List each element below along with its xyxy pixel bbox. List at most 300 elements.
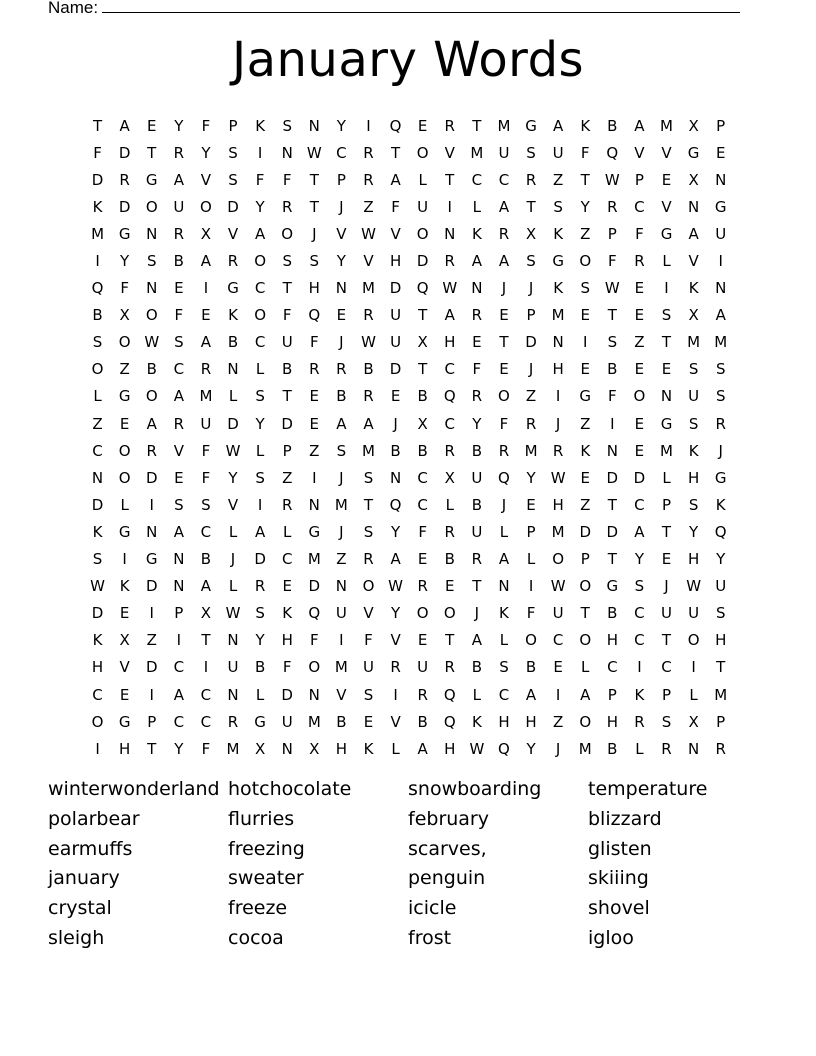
grid-letter: R bbox=[471, 387, 483, 406]
grid-letter: V bbox=[336, 224, 347, 243]
grid-letter: A bbox=[173, 685, 184, 704]
grid-letter: Z bbox=[634, 333, 645, 352]
grid-letter: C bbox=[498, 170, 510, 189]
grid-letter: A bbox=[688, 224, 699, 243]
grid-letter: E bbox=[417, 631, 428, 650]
grid-letter: I bbox=[203, 658, 209, 677]
grid-letter: Y bbox=[689, 522, 699, 541]
page-title: January Words bbox=[231, 32, 585, 88]
grid-letter: O bbox=[579, 712, 592, 731]
grid-letter: C bbox=[634, 495, 645, 514]
grid-letter: T bbox=[472, 116, 482, 135]
grid-letter: O bbox=[416, 143, 429, 162]
grid-letter: L bbox=[526, 550, 536, 569]
grid-letter: O bbox=[118, 333, 131, 352]
grid-letter: A bbox=[634, 522, 645, 541]
grid-letter: A bbox=[173, 522, 184, 541]
grid-letter: C bbox=[92, 685, 103, 704]
grid-letter: M bbox=[524, 441, 538, 460]
grid-letter: E bbox=[634, 414, 645, 433]
grid-letter: O bbox=[145, 197, 158, 216]
grid-letter: X bbox=[417, 333, 428, 352]
grid-letter: E bbox=[634, 306, 645, 325]
grid-letter: X bbox=[688, 170, 699, 189]
grid-letter: W bbox=[550, 577, 566, 596]
grid-letter: E bbox=[580, 306, 590, 325]
grid-letter: N bbox=[173, 577, 185, 596]
grid-letter: D bbox=[91, 170, 104, 189]
grid-letter: R bbox=[363, 550, 374, 569]
grid-letter: L bbox=[499, 522, 509, 541]
grid-letter: G bbox=[579, 387, 592, 406]
grid-letter: E bbox=[174, 279, 184, 298]
grid-letter: T bbox=[309, 197, 319, 216]
grid-letter: F bbox=[282, 170, 292, 189]
grid-letter: L bbox=[255, 360, 265, 379]
grid-letter: V bbox=[688, 252, 699, 271]
grid-letter: C bbox=[254, 333, 266, 352]
grid-letter: Q bbox=[443, 685, 456, 704]
grid-letter: C bbox=[634, 197, 645, 216]
grid-letter: M bbox=[660, 116, 673, 135]
grid-letter: F bbox=[174, 306, 184, 325]
grid-letter: K bbox=[471, 224, 482, 243]
grid-letter: C bbox=[254, 279, 266, 298]
grid-letter: X bbox=[254, 739, 266, 758]
grid-letter: G bbox=[118, 387, 131, 406]
grid-letter: E bbox=[634, 360, 645, 379]
grid-letter: B bbox=[390, 441, 401, 460]
grid-letter: O bbox=[687, 631, 700, 650]
grid-letter: Y bbox=[716, 550, 726, 569]
grid-letter: M bbox=[307, 712, 321, 731]
grid-letter: F bbox=[255, 170, 265, 189]
grid-letter: E bbox=[417, 116, 428, 135]
grid-letter: Y bbox=[526, 468, 536, 487]
grid-letter: W bbox=[686, 577, 702, 596]
grid-letter: E bbox=[472, 333, 482, 352]
grid-letter: O bbox=[579, 631, 592, 650]
grid-letter: I bbox=[691, 658, 696, 677]
word-list-item: shovel bbox=[588, 897, 650, 920]
grid-letter: O bbox=[579, 577, 592, 596]
grid-letter: C bbox=[200, 685, 212, 704]
grid-letter: P bbox=[174, 604, 184, 623]
grid-letter: O bbox=[200, 197, 212, 216]
grid-letter: E bbox=[715, 143, 726, 162]
grid-letter: N bbox=[552, 333, 564, 352]
grid-letter: L bbox=[93, 387, 102, 406]
grid-letter: V bbox=[227, 495, 239, 514]
grid-letter: D bbox=[91, 604, 104, 623]
name-underline bbox=[102, 0, 740, 13]
grid-letter: G bbox=[552, 252, 564, 271]
grid-letter: O bbox=[498, 387, 510, 406]
grid-letter: B bbox=[363, 360, 374, 379]
grid-letter: K bbox=[580, 441, 591, 460]
grid-letter: M bbox=[334, 495, 348, 514]
grid-letter: C bbox=[173, 712, 185, 731]
grid-letter: K bbox=[634, 685, 645, 704]
grid-letter: U bbox=[390, 333, 402, 352]
grid-letter: S bbox=[607, 333, 618, 352]
grid-letter: Z bbox=[580, 495, 591, 514]
grid-letter: R bbox=[119, 170, 130, 189]
grid-letter: S bbox=[363, 522, 374, 541]
grid-letter: A bbox=[553, 116, 564, 135]
grid-letter: R bbox=[498, 441, 510, 460]
grid-letter: F bbox=[635, 224, 644, 243]
grid-letter: Q bbox=[91, 279, 104, 298]
grid-letter: H bbox=[715, 631, 727, 650]
grid-letter: W bbox=[144, 333, 160, 352]
grid-letter: G bbox=[687, 143, 700, 162]
grid-letter: T bbox=[661, 522, 672, 541]
grid-letter: Q bbox=[498, 739, 510, 758]
grid-letter: L bbox=[445, 495, 454, 514]
grid-letter: F bbox=[201, 739, 211, 758]
grid-letter: J bbox=[528, 279, 534, 298]
grid-letter: V bbox=[390, 712, 401, 731]
grid-letter: R bbox=[173, 224, 185, 243]
grid-letter: M bbox=[714, 333, 728, 352]
grid-letter: U bbox=[661, 604, 672, 623]
grid-letter: N bbox=[308, 685, 320, 704]
grid-letter: M bbox=[226, 739, 240, 758]
grid-letter: K bbox=[363, 739, 374, 758]
grid-letter: S bbox=[580, 279, 590, 298]
grid-letter: N bbox=[715, 279, 727, 298]
grid-letter: U bbox=[417, 658, 429, 677]
grid-letter: Z bbox=[553, 170, 564, 189]
grid-letter: I bbox=[95, 739, 100, 758]
grid-letter: Z bbox=[525, 387, 537, 406]
grid-letter: M bbox=[714, 685, 728, 704]
grid-letter: T bbox=[661, 631, 672, 650]
grid-letter: K bbox=[92, 197, 103, 216]
grid-letter: I bbox=[203, 279, 209, 298]
grid-letter: C bbox=[634, 604, 645, 623]
word-list-item: scarves, bbox=[408, 837, 487, 860]
grid-letter: E bbox=[499, 360, 509, 379]
grid-letter: O bbox=[145, 306, 158, 325]
grid-letter: S bbox=[92, 333, 103, 352]
grid-letter: C bbox=[173, 360, 185, 379]
grid-letter: D bbox=[281, 685, 293, 704]
grid-letter: Y bbox=[336, 116, 346, 135]
grid-letter: Y bbox=[255, 631, 265, 650]
grid-letter: S bbox=[715, 604, 726, 623]
grid-letter: G bbox=[308, 522, 321, 541]
grid-letter: X bbox=[688, 306, 699, 325]
grid-letter: I bbox=[664, 279, 669, 298]
grid-letter: A bbox=[173, 170, 184, 189]
grid-letter: T bbox=[418, 360, 428, 379]
grid-letter: R bbox=[661, 739, 672, 758]
grid-letter: B bbox=[417, 712, 428, 731]
grid-letter: I bbox=[528, 577, 534, 596]
grid-letter: M bbox=[91, 224, 105, 243]
grid-letter: F bbox=[418, 522, 427, 541]
word-list-item: igloo bbox=[588, 926, 634, 949]
grid-letter: E bbox=[119, 685, 130, 704]
grid-letter: B bbox=[607, 739, 618, 758]
grid-letter: L bbox=[228, 387, 238, 406]
grid-letter: R bbox=[254, 577, 266, 596]
word-list-item: icicle bbox=[408, 897, 457, 920]
grid-letter: I bbox=[366, 116, 371, 135]
grid-letter: E bbox=[661, 170, 672, 189]
grid-letter: M bbox=[687, 333, 701, 352]
grid-letter: R bbox=[173, 414, 185, 433]
grid-letter: Z bbox=[309, 441, 320, 460]
grid-letter: I bbox=[339, 631, 344, 650]
grid-letter: O bbox=[145, 387, 158, 406]
grid-letter: U bbox=[688, 604, 700, 623]
grid-letter: M bbox=[199, 387, 213, 406]
grid-letter: E bbox=[634, 279, 645, 298]
grid-letter: V bbox=[661, 197, 672, 216]
grid-letter: U bbox=[498, 143, 510, 162]
grid-letter: V bbox=[634, 143, 645, 162]
grid-letter: Y bbox=[390, 522, 401, 541]
grid-letter: O bbox=[552, 550, 565, 569]
grid-letter: B bbox=[282, 360, 293, 379]
grid-letter: X bbox=[417, 414, 428, 433]
grid-letter: S bbox=[526, 252, 536, 271]
grid-letter: G bbox=[118, 522, 131, 541]
grid-letter: Y bbox=[201, 143, 211, 162]
grid-letter: H bbox=[525, 712, 537, 731]
grid-letter: N bbox=[281, 143, 293, 162]
grid-letter: U bbox=[227, 658, 239, 677]
grid-letter: S bbox=[363, 468, 374, 487]
grid-letter: I bbox=[95, 252, 100, 271]
grid-letter: R bbox=[281, 197, 293, 216]
word-list-item: blizzard bbox=[588, 807, 662, 830]
grid-letter: P bbox=[607, 224, 617, 243]
grid-letter: B bbox=[607, 604, 618, 623]
grid-letter: I bbox=[555, 387, 561, 406]
grid-letter: Y bbox=[580, 197, 590, 216]
grid-letter: X bbox=[200, 604, 212, 623]
grid-letter: R bbox=[417, 685, 428, 704]
grid-letter: B bbox=[336, 387, 347, 406]
grid-letter: X bbox=[119, 306, 130, 325]
grid-letter: R bbox=[525, 170, 537, 189]
grid-letter: E bbox=[634, 441, 645, 460]
grid-letter: D bbox=[118, 197, 131, 216]
grid-letter: L bbox=[472, 197, 482, 216]
grid-letter: S bbox=[174, 495, 184, 514]
grid-letter: Z bbox=[553, 712, 564, 731]
grid-letter: I bbox=[149, 604, 154, 623]
grid-letter: F bbox=[201, 468, 211, 487]
grid-letter: P bbox=[526, 522, 536, 541]
grid-letter: H bbox=[119, 739, 131, 758]
grid-letter: S bbox=[553, 197, 563, 216]
grid-letter: D bbox=[118, 143, 131, 162]
grid-letter: Q bbox=[308, 306, 321, 325]
grid-letter: T bbox=[472, 577, 482, 596]
grid-letter: W bbox=[90, 577, 105, 596]
grid-letter: N bbox=[146, 279, 158, 298]
grid-letter: D bbox=[254, 550, 266, 569]
grid-letter: D bbox=[145, 468, 158, 487]
grid-letter: E bbox=[661, 550, 672, 569]
grid-letter: G bbox=[714, 468, 727, 487]
grid-letter: B bbox=[200, 550, 212, 569]
grid-letter: A bbox=[200, 333, 212, 352]
grid-letter: T bbox=[201, 631, 211, 650]
word-list-item: skiiing bbox=[588, 867, 649, 890]
grid-letter: E bbox=[282, 577, 292, 596]
grid-letter: V bbox=[119, 658, 130, 677]
grid-letter: I bbox=[637, 658, 642, 677]
grid-letter: O bbox=[525, 631, 537, 650]
grid-letter: D bbox=[145, 577, 158, 596]
grid-letter: O bbox=[633, 387, 646, 406]
grid-letter: N bbox=[227, 685, 239, 704]
grid-letter: B bbox=[607, 116, 618, 135]
grid-letter: C bbox=[471, 170, 483, 189]
grid-letter: X bbox=[309, 739, 320, 758]
grid-letter: S bbox=[526, 143, 536, 162]
grid-letter: R bbox=[146, 441, 157, 460]
grid-letter: W bbox=[604, 279, 620, 298]
grid-letter: J bbox=[339, 522, 344, 541]
grid-letter: C bbox=[498, 685, 510, 704]
grid-letter: H bbox=[389, 252, 402, 271]
word-list-item: glisten bbox=[588, 837, 652, 860]
word-list bbox=[48, 778, 768, 957]
grid-letter: A bbox=[200, 252, 212, 271]
grid-letter: J bbox=[230, 550, 236, 569]
grid-letter: S bbox=[201, 495, 211, 514]
grid-letter: H bbox=[606, 631, 618, 650]
word-list-item: crystal bbox=[48, 897, 112, 920]
grid-letter: J bbox=[339, 468, 344, 487]
grid-letter: C bbox=[200, 712, 212, 731]
grid-letter: I bbox=[555, 685, 561, 704]
grid-letter: Q bbox=[443, 387, 456, 406]
grid-letter: W bbox=[361, 333, 376, 352]
grid-letter: F bbox=[499, 414, 509, 433]
grid-letter: G bbox=[714, 197, 727, 216]
grid-letter: C bbox=[92, 441, 103, 460]
grid-letter: P bbox=[580, 550, 590, 569]
grid-letter: S bbox=[688, 360, 699, 379]
grid-letter: C bbox=[661, 658, 672, 677]
grid-letter: D bbox=[308, 577, 321, 596]
grid-letter: L bbox=[581, 658, 590, 677]
grid-letter: S bbox=[715, 360, 726, 379]
grid-letter: G bbox=[606, 577, 619, 596]
grid-letter: M bbox=[362, 279, 375, 298]
grid-letter: B bbox=[471, 441, 482, 460]
grid-letter: S bbox=[174, 333, 184, 352]
grid-letter: L bbox=[662, 252, 671, 271]
grid-letter: A bbox=[471, 252, 482, 271]
grid-letter: Q bbox=[389, 116, 402, 135]
grid-letter: S bbox=[282, 252, 292, 271]
grid-letter: A bbox=[200, 577, 212, 596]
grid-letter: U bbox=[173, 197, 185, 216]
grid-letter: N bbox=[389, 468, 402, 487]
word-list-item: polarbear bbox=[48, 807, 140, 830]
grid-letter: O bbox=[416, 604, 429, 623]
grid-letter: O bbox=[443, 604, 456, 623]
grid-letter: C bbox=[173, 658, 185, 677]
grid-letter: M bbox=[470, 143, 484, 162]
grid-letter: C bbox=[607, 658, 618, 677]
grid-letter: B bbox=[146, 360, 157, 379]
grid-letter: T bbox=[282, 387, 292, 406]
grid-letter: D bbox=[227, 197, 239, 216]
word-list-item: frost bbox=[408, 926, 452, 949]
word-list-item: snowboarding bbox=[408, 778, 542, 800]
grid-letter: H bbox=[606, 712, 618, 731]
grid-letter: H bbox=[687, 550, 700, 569]
grid-letter: W bbox=[225, 604, 241, 623]
grid-letter: D bbox=[145, 658, 158, 677]
grid-letter: R bbox=[363, 170, 374, 189]
word-list-item: hotchocolate bbox=[228, 778, 352, 800]
grid-letter: C bbox=[417, 495, 428, 514]
word-list-item: cocoa bbox=[228, 926, 284, 949]
grid-letter: Y bbox=[174, 116, 184, 135]
grid-letter: Z bbox=[146, 631, 157, 650]
grid-letter: N bbox=[687, 739, 700, 758]
grid-letter: G bbox=[118, 712, 131, 731]
grid-letter: E bbox=[309, 387, 320, 406]
grid-letter: W bbox=[469, 739, 485, 758]
grid-letter: Y bbox=[336, 252, 346, 271]
grid-letter: B bbox=[254, 658, 266, 677]
grid-letter: F bbox=[282, 658, 292, 677]
grid-letter: S bbox=[255, 604, 265, 623]
grid-letter: T bbox=[607, 306, 617, 325]
grid-letter: R bbox=[336, 360, 347, 379]
grid-letter: T bbox=[580, 170, 590, 189]
grid-letter: R bbox=[634, 252, 645, 271]
grid-letter: A bbox=[498, 550, 510, 569]
grid-letter: I bbox=[257, 495, 263, 514]
grid-letter: S bbox=[661, 712, 672, 731]
grid-letter: D bbox=[389, 360, 402, 379]
grid-letter: O bbox=[254, 252, 267, 271]
grid-letter: S bbox=[255, 387, 265, 406]
grid-letter: V bbox=[661, 143, 672, 162]
grid-letter: F bbox=[391, 197, 400, 216]
grid-letter: U bbox=[552, 143, 564, 162]
grid-letter: H bbox=[552, 360, 564, 379]
grid-letter: R bbox=[715, 414, 726, 433]
grid-letter: K bbox=[499, 604, 509, 623]
grid-letter: R bbox=[471, 550, 483, 569]
grid-letter: V bbox=[200, 170, 212, 189]
grid-letter: T bbox=[363, 495, 374, 514]
grid-letter: O bbox=[91, 360, 104, 379]
grid-letter: K bbox=[228, 306, 238, 325]
grid-letter: E bbox=[363, 712, 374, 731]
grid-letter: D bbox=[633, 468, 646, 487]
grid-letter: C bbox=[634, 631, 645, 650]
word-list-item: sleigh bbox=[48, 926, 105, 949]
grid-letter: N bbox=[471, 279, 483, 298]
grid-letter: E bbox=[445, 577, 455, 596]
grid-letter: T bbox=[607, 495, 617, 514]
